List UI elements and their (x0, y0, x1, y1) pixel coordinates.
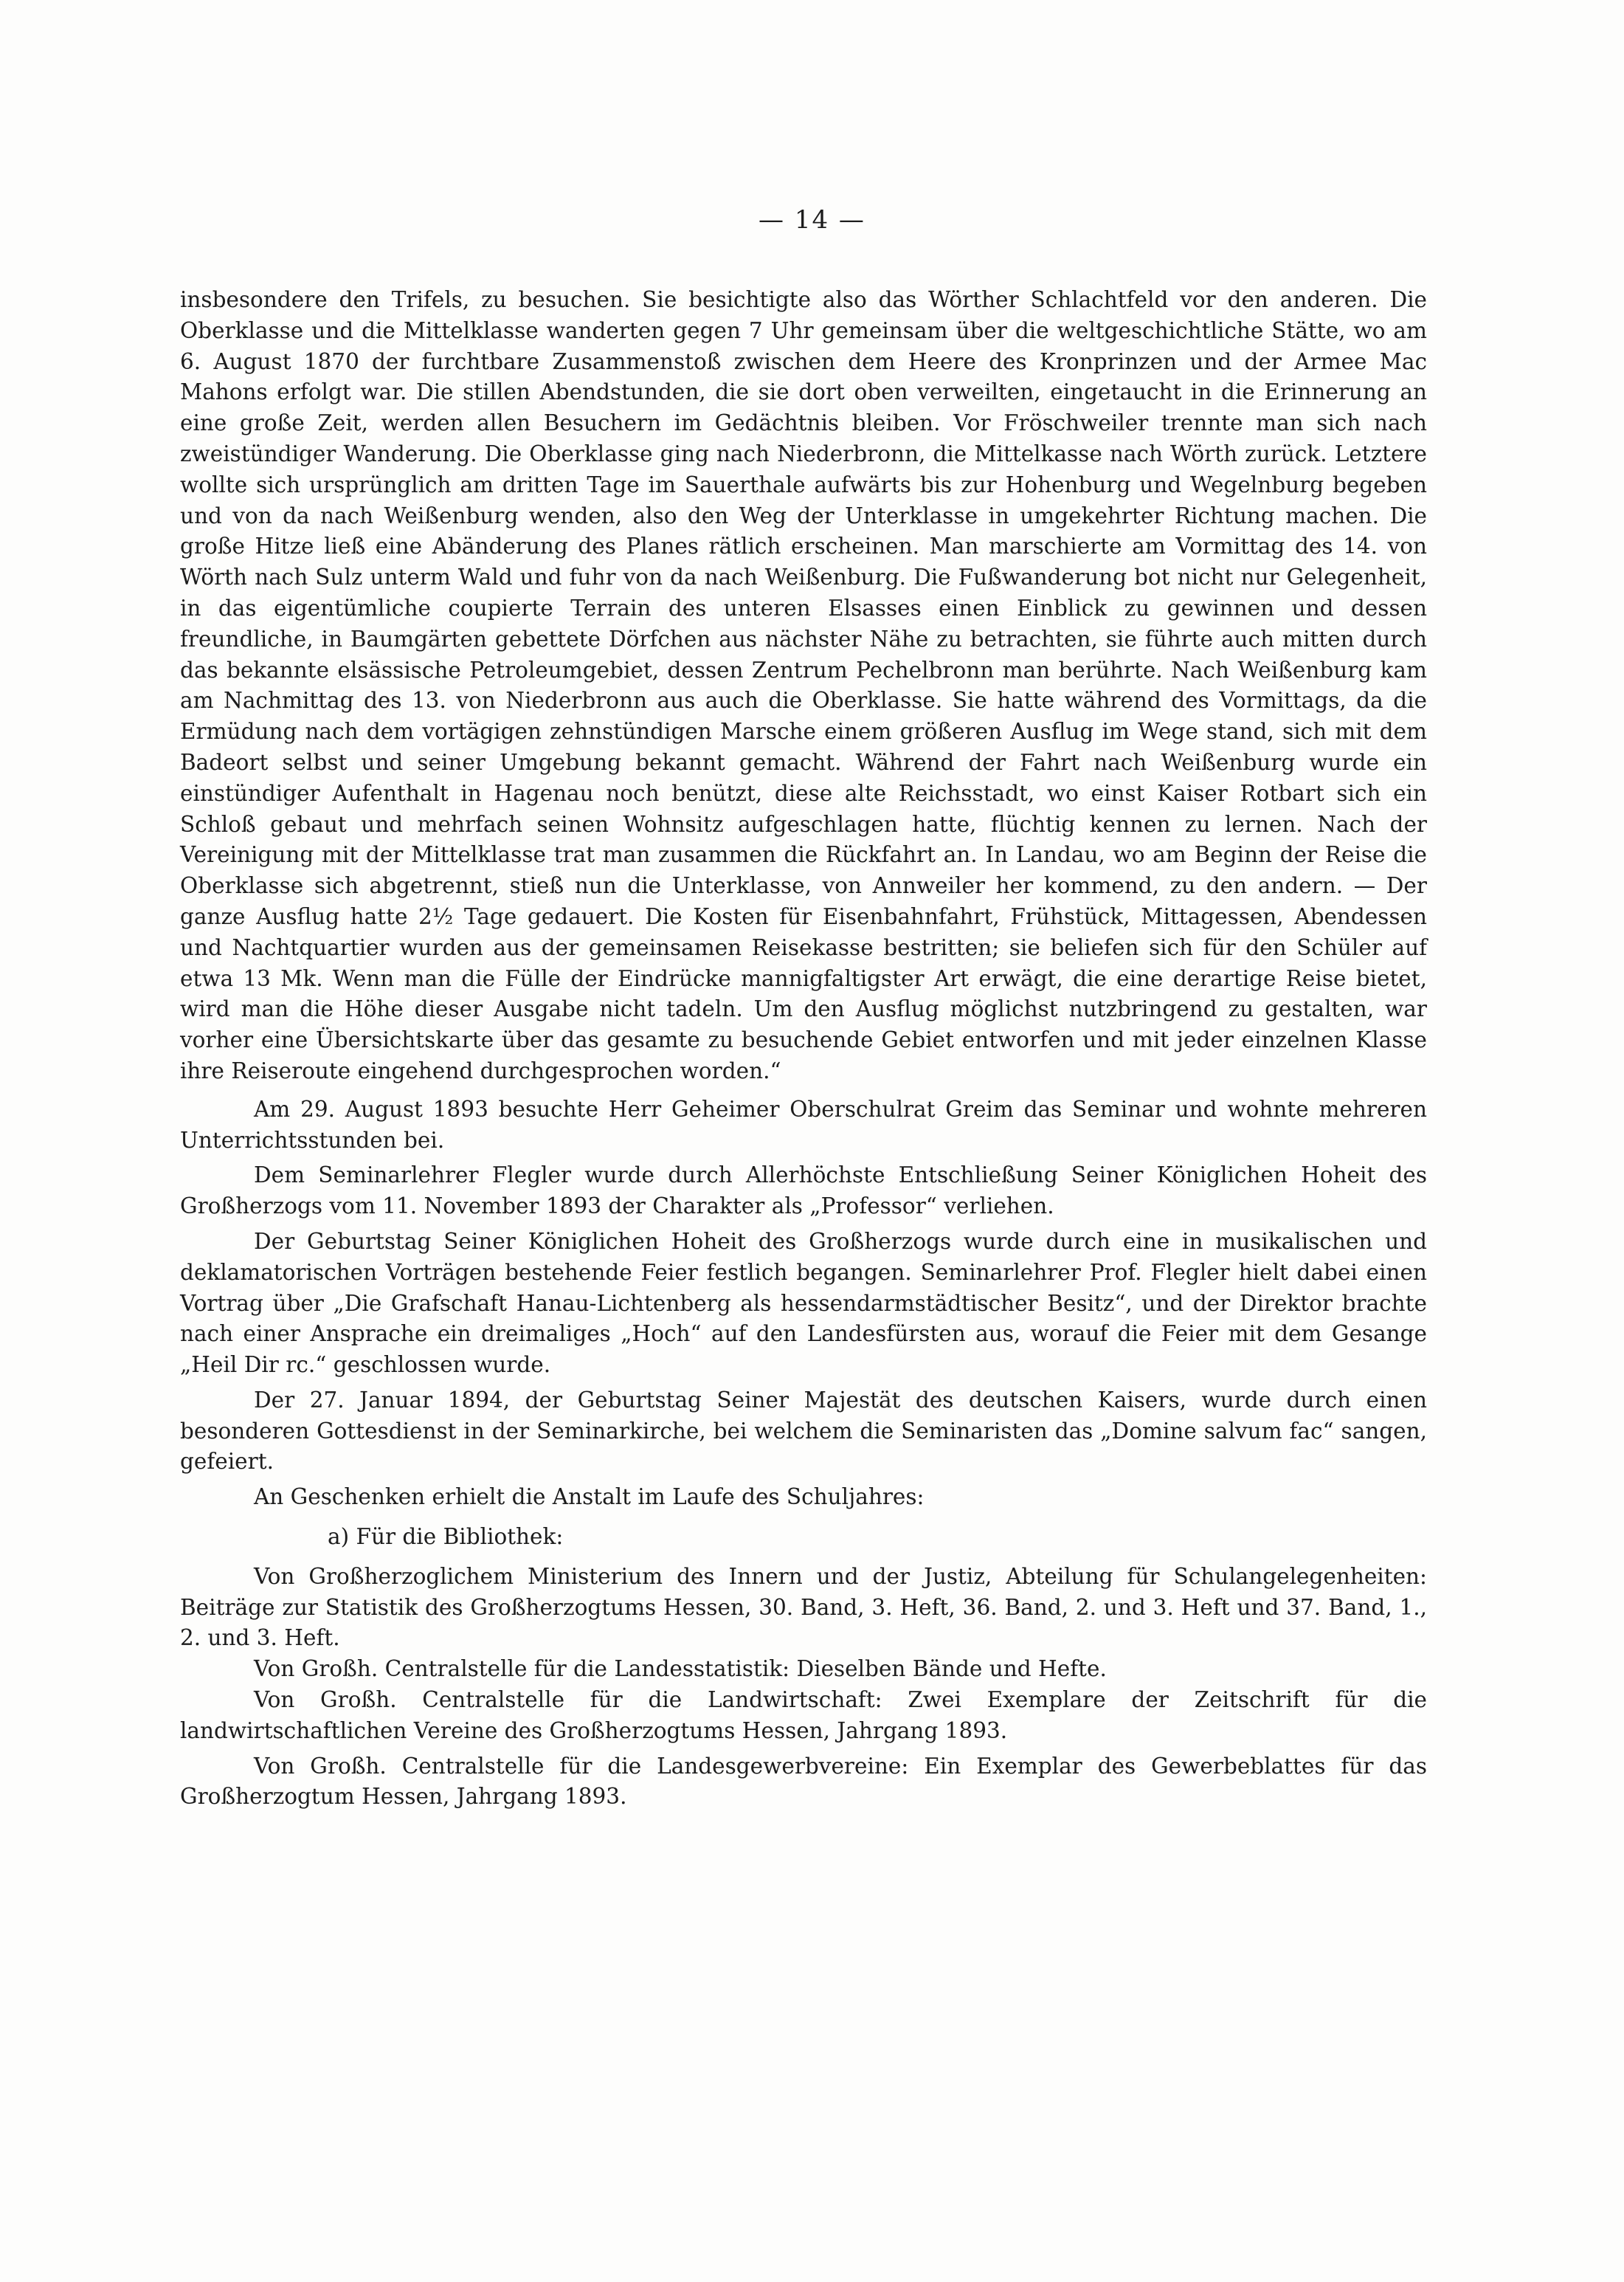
gift-entry-trade-associations: Von Großh. Centralstelle für die Landesgewerbvereine: Ein Exemplar des Gewerbeblattes für das Großherzogtum Hessen, Jahrgang 1893. (180, 1753, 1427, 1810)
paragraph-inspection-visit: Am 29. August 1893 besuchte Herr Geheimer Oberschulrat Greim das Seminar und wohnte mehreren Unterrichtsstunden bei. (180, 1096, 1427, 1153)
paragraph-grand-duke-birthday: Der Geburtstag Seiner Königlichen Hoheit des Großherzogs wurde durch eine in musikalischen und deklamatorischen Vorträgen bestehende Feier festlich begangen. Seminarlehrer Prof. Flegler hielt dabei einen Vortrag über „Die Grafschaft Hanau-Lichtenberg als hessendarmstädtischer Besitz“, und der Direktor brachte nach einer Ansprache ein dreimaliges „Hoch“ auf den Landesfürsten aus, worauf die Feier mit dem Gesange „Heil Dir rc.“ geschlossen wurde. (180, 1228, 1427, 1378)
paragraph-professor-title: Dem Seminarlehrer Flegler wurde durch Allerhöchste Entschließung Seiner Königlichen Hoheit des Großherzogs vom 11. November 1893 der Charakter als „Professor“ verliehen. (180, 1162, 1427, 1219)
gift-entry-ministry: Von Großherzoglichem Ministerium des Innern und der Justiz, Abteilung für Schulangelegenheiten: Beiträge zur Statistik des Großherzogtums Hessen, 30. Band, 3. Heft, 36. Band, 2. und 3. Heft und 37. Band, 1., 2. und 3. Heft. (180, 1563, 1427, 1651)
paragraph-gifts-intro: An Geschenken erhielt die Anstalt im Laufe des Schuljahres: (254, 1484, 925, 1510)
body-text (180, 285, 1427, 1813)
section-heading-library: a) Für die Bibliothek: (328, 1524, 564, 1550)
gift-entry-statistics: Von Großh. Centralstelle für die Landesstatistik: Dieselben Bände und Hefte. (254, 1656, 1107, 1682)
paragraph-emperor-birthday: Der 27. Januar 1894, der Geburtstag Seiner Majestät des deutschen Kaisers, wurde durch einen besonderen Gottesdienst in der Seminarkirche, bei welchem die Seminaristen das „Domine salvum fac“ sangen, gefeiert. (180, 1387, 1427, 1475)
page-number: — 14 — (759, 205, 865, 235)
paragraph-excursion-report: insbesondere den Trifels, zu besuchen. Sie besichtigte also das Wörther Schlachtfeld vor den anderen. Die Oberklasse und die Mittelklasse wanderten gegen 7 Uhr gemeinsam über die weltgeschichtliche Stätte, wo am 6. August 1870 der furchtbare Zusammenstoß zwischen dem Heere des Kronprinzen und der Armee Mac Mahons erfolgt war. Die stillen Abendstunden, die sie dort oben verweilten, eingetaucht in die Erinnerung an eine große Zeit, werden allen Besuchern im Gedächtnis bleiben. Vor Fröschweiler trennte man sich nach zweistündiger Wanderung. Die Oberklasse ging nach Niederbronn, die Mittelkasse nach Wörth zurück. Letztere wollte sich ursprünglich am dritten Tage im Sauerthale aufwärts bis zur Hohenburg und Wegelnburg begeben und von da nach Weißenburg wenden, also den Weg der Unterklasse in umgekehrter Richtung machen. Die große Hitze ließ eine Abänderung des Planes rätlich erscheinen. Man marschierte am Vormittag des 14. von Wörth nach Sulz unterm Wald und fuhr von da nach Weißenburg. Die Fußwanderung bot nicht nur Gelegenheit, in das eigentümliche coupierte Terrain des unteren Elsasses einen Einblick zu gewinnen und dessen freundliche, in Baumgärten gebettete Dörfchen aus nächster Nähe zu betrachten, sie führte auch mitten durch das bekannte elsässische Petroleumgebiet, dessen Zentrum Pechelbronn man berührte. Nach Weißenburg kam am Nachmittag des 13. von Niederbronn aus auch die Oberklasse. Sie hatte während des Vormittags, da die Ermüdung nach dem vortägigen zehnstündigen Marsche einem größeren Ausflug im Wege stand, sich mit dem Badeort selbst und seiner Umgebung bekannt gemacht. Während der Fahrt nach Weißenburg wurde ein einstündiger Aufenthalt in Hagenau noch benützt, diese alte Reichsstadt, wo einst Kaiser Rotbart sich ein Schloß gebaut und mehrfach seinen Wohnsitz aufgeschlagen hatte, flüchtig kennen zu lernen. Nach der Vereinigung mit der Mittelklasse trat man zusammen die Rückfahrt an. In Landau, wo am Beginn der Reise die Oberklasse sich abgetrennt, stieß nun die Unterklasse, von Annweiler her kommend, zu den andern. — Der ganze Ausflug hatte 2½ Tage gedauert. Die Kosten für Eisenbahnfahrt, Frühstück, Mittagessen, Abendessen und Nachtquartier wurden aus der gemeinsamen Reisekasse bestritten; sie beliefen sich für den Schüler auf etwa 13 Mk. Wenn man die Fülle der Eindrücke mannigfaltigster Art erwägt, die eine derartige Reise bietet, wird man die Höhe dieser Ausgabe nicht tadeln. Um den Ausflug möglichst nutzbringend zu gestalten, war vorher eine Übersichtskarte über das gesamte zu besuchende Gebiet entworfen und mit jeder einzelnen Klasse ihre Reiseroute eingehend durchgesprochen worden.“ (180, 287, 1427, 1083)
gift-entry-agriculture: Von Großh. Centralstelle für die Landwirtschaft: Zwei Exemplare der Zeitschrift für die landwirtschaftlichen Vereine des Großherzogtums Hessen, Jahrgang 1893. (180, 1687, 1427, 1743)
